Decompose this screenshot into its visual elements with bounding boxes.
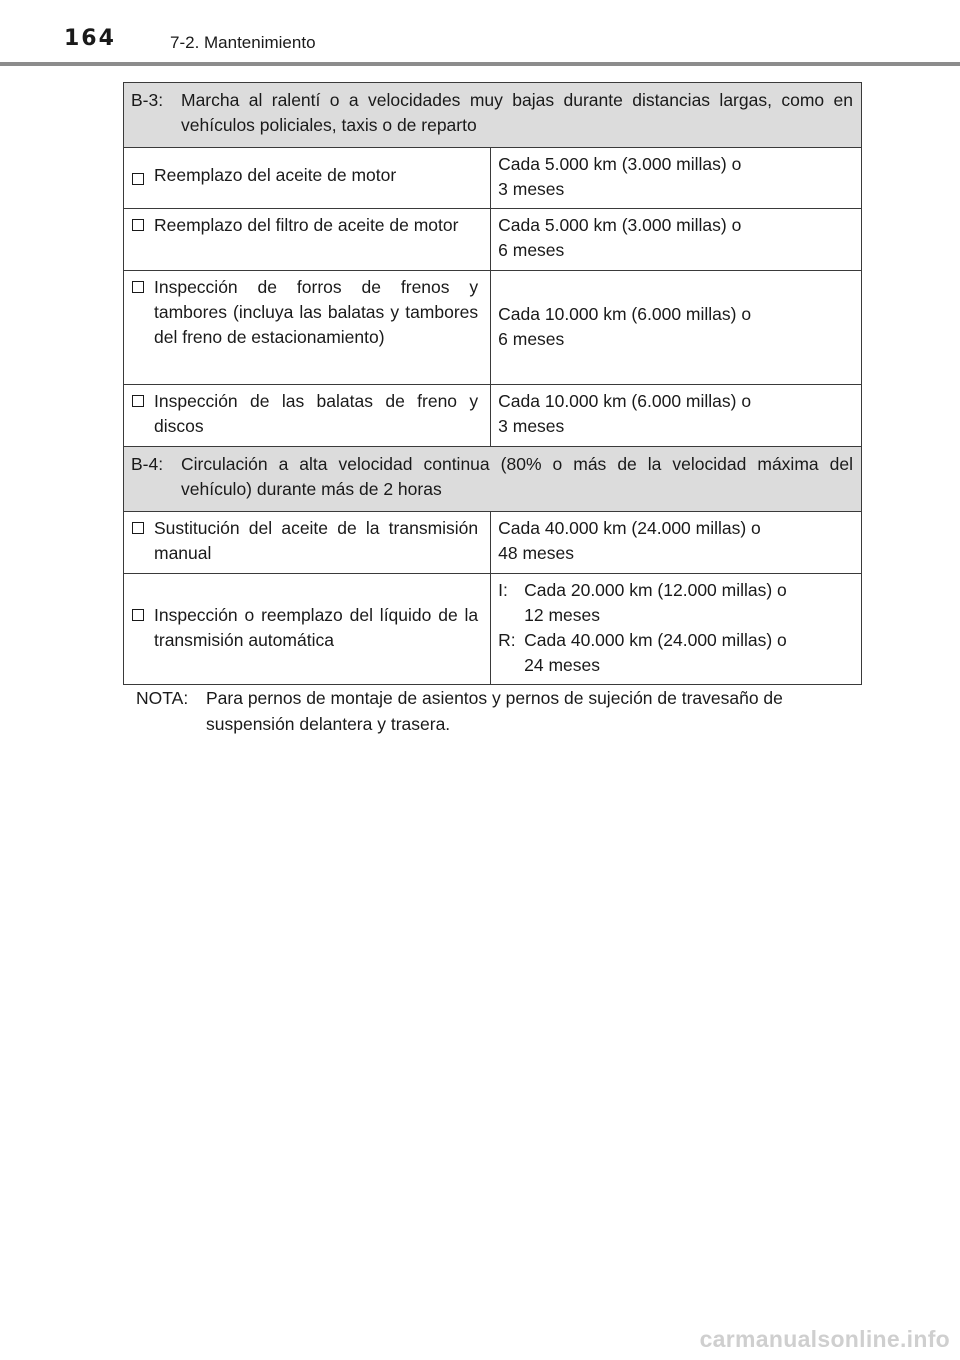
item-text: Reemplazo del aceite de motor xyxy=(154,165,397,185)
page-number: 164 xyxy=(64,26,116,51)
footnote xyxy=(136,685,860,737)
interval-line: Cada 40.000 km (24.000 millas) o xyxy=(524,630,787,650)
item-text: Sustitución del aceite de la transmisión manual xyxy=(154,518,479,563)
table-row xyxy=(124,271,862,385)
section-band xyxy=(124,447,862,512)
interval-line: 12 meses xyxy=(524,605,601,625)
interval-line: 48 meses xyxy=(498,543,575,563)
checkbox-icon xyxy=(132,173,144,185)
item-text: Inspección de las balatas de freno y discos xyxy=(154,391,479,436)
maintenance-table xyxy=(123,82,862,685)
page-header xyxy=(0,0,960,70)
section-title-text: Circulación a alta velocidad continua (80% o más de la velocidad máxima del vehículo) durante más de 2 horas xyxy=(181,454,853,499)
item-text: Inspección de forros de frenos y tambores (incluya las balatas y tambores del freno de estacionamiento) xyxy=(154,277,479,347)
table-row xyxy=(124,385,862,447)
checkbox-icon xyxy=(132,281,144,293)
interval-line: 6 meses xyxy=(498,328,565,349)
interval-code: I: xyxy=(498,580,508,600)
interval-line: Cada 20.000 km (12.000 millas) o xyxy=(524,580,787,600)
table-row xyxy=(124,209,862,271)
checkbox-icon xyxy=(132,395,144,407)
interval-line: Cada 5.000 km (3.000 millas) o xyxy=(498,154,742,174)
interval-line: 3 meses xyxy=(498,416,565,436)
interval-line: Cada 40.000 km (24.000 millas) o xyxy=(498,518,761,538)
interval-line: Cada 5.000 km (3.000 millas) o xyxy=(498,215,742,235)
item-text: Inspección o reemplazo del líquido de la transmisión automática xyxy=(154,605,479,650)
section-title: 7-2. Mantenimiento xyxy=(170,33,316,52)
interval-line: Cada 10.000 km (6.000 millas) o xyxy=(498,391,752,411)
section-code: B-3: xyxy=(131,90,164,110)
section-title-text: Marcha al ralentí o a velocidades muy bajas durante distancias largas, como en vehículos policiales, taxis o de reparto xyxy=(181,90,853,135)
interval-line: 3 meses xyxy=(498,179,565,199)
interval-code: R: xyxy=(498,630,516,650)
header-rule xyxy=(0,62,960,66)
table-row xyxy=(124,148,862,209)
checkbox-icon xyxy=(132,219,144,231)
interval-line: 24 meses xyxy=(524,655,601,675)
watermark: carmanualsonline.info xyxy=(699,1326,950,1352)
item-text: Reemplazo del filtro de aceite de motor xyxy=(154,215,459,235)
interval-entry xyxy=(498,578,853,628)
section-code: B-4: xyxy=(131,454,164,474)
note-label: NOTA: xyxy=(136,688,189,708)
section-band xyxy=(124,83,862,148)
interval-line: 6 meses xyxy=(498,240,565,260)
interval-line: Cada 10.000 km (6.000 millas) o xyxy=(498,303,752,324)
checkbox-icon xyxy=(132,522,144,534)
table-row xyxy=(124,574,862,685)
checkbox-icon xyxy=(132,609,144,621)
table-row xyxy=(124,512,862,574)
interval-entry xyxy=(498,628,853,678)
note-text: Para pernos de montaje de asientos y pernos de sujeción de travesaño de suspensión delantera y trasera. xyxy=(206,688,783,734)
